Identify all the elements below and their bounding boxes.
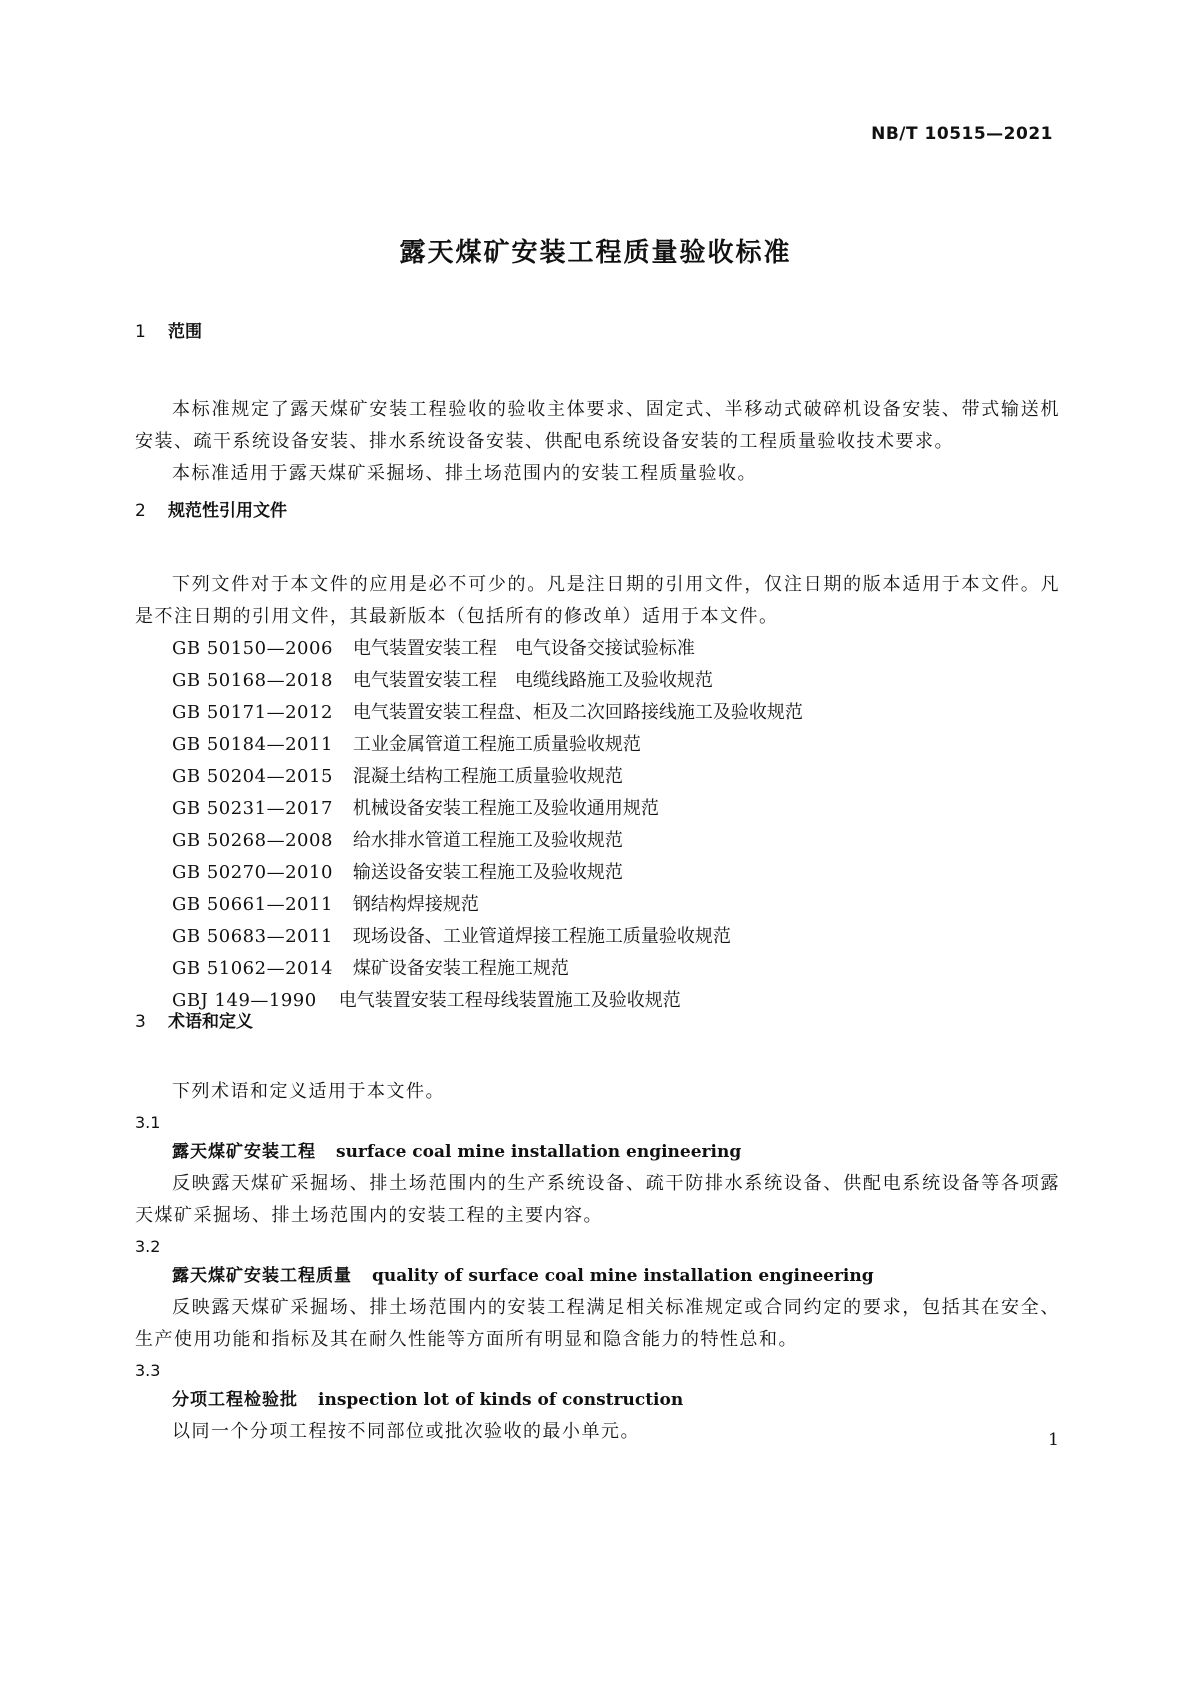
reference-item: [135, 857, 1060, 889]
reference-item: [135, 793, 1060, 825]
term-english: surface coal mine installation engineering: [336, 1142, 742, 1162]
term-chinese: 分项工程检验批: [172, 1390, 298, 1410]
reference-code: GBJ 149—1990: [172, 990, 317, 1011]
reference-title: 电气装置安装工程 电缆线路施工及验收规范: [352, 670, 713, 691]
reference-item: [135, 921, 1060, 953]
reference-title: 输送设备安装工程施工及验收规范: [352, 862, 623, 883]
term-number: 3.1: [135, 1113, 161, 1132]
reference-title: 工业金属管道工程施工质量验收规范: [352, 734, 641, 755]
term-chinese: 露天煤矿安装工程: [172, 1142, 316, 1162]
page-number: 1: [1048, 1430, 1059, 1450]
reference-code: GB 50204—2015: [172, 766, 333, 787]
section-number: 3: [135, 1012, 146, 1032]
reference-code: GB 50231—2017: [172, 798, 333, 819]
reference-title: 电气装置安装工程母线装置施工及验收规范: [338, 990, 681, 1011]
paragraph: 本标准适用于露天煤矿采掘场、排土场范围内的安装工程质量验收。: [172, 463, 757, 484]
document-title: 露天煤矿安装工程质量验收标准: [399, 238, 792, 268]
reference-item: [135, 825, 1060, 857]
section-title: 范围: [168, 322, 202, 342]
reference-title: 煤矿设备安装工程施工规范: [352, 958, 569, 979]
reference-code: GB 50150—2006: [172, 638, 333, 659]
reference-title: 电气装置安装工程 电气设备交接试验标准: [352, 638, 695, 659]
standard-code: NB/T 10515—2021: [871, 124, 1053, 144]
reference-item: [135, 761, 1060, 793]
reference-code: GB 50270—2010: [172, 862, 333, 883]
section-heading: [135, 499, 1060, 523]
reference-item: [135, 665, 1060, 697]
term-english: quality of surface coal mine installation engineering: [372, 1266, 874, 1286]
paragraph: 下列文件对于本文件的应用是必不可少的。凡是注日期的引用文件，仅注日期的版本适用于本文件。凡是不注日期的引用文件，其最新版本（包括所有的修改单）适用于本文件。: [135, 574, 1060, 627]
reference-title: 混凝土结构工程施工质量验收规范: [352, 766, 623, 787]
reference-item: [135, 697, 1060, 729]
reference-code: GB 51062—2014: [172, 958, 333, 979]
reference-title: 电气装置安装工程盘、柜及二次回路接线施工及验收规范: [352, 702, 803, 723]
section-title: 规范性引用文件: [168, 501, 287, 521]
reference-code: GB 50168—2018: [172, 670, 333, 691]
reference-item: [135, 953, 1060, 985]
reference-code: GB 50171—2012: [172, 702, 333, 723]
reference-title: 钢结构焊接规范: [352, 894, 479, 915]
term-english: inspection lot of kinds of construction: [318, 1390, 684, 1410]
term-definition: 反映露天煤矿采掘场、排土场范围内的生产系统设备、疏干防排水系统设备、供配电系统设备等各项露天煤矿采掘场、排土场范围内的安装工程的主要内容。: [135, 1173, 1060, 1226]
reference-title: 给水排水管道工程施工及验收规范: [352, 830, 623, 851]
reference-code: GB 50683—2011: [172, 926, 333, 947]
reference-code: GB 50268—2008: [172, 830, 333, 851]
section-heading: [135, 320, 1060, 344]
section-title: 术语和定义: [168, 1012, 253, 1032]
term-heading: [135, 1385, 1060, 1416]
term-heading: [135, 1137, 1060, 1168]
section-number: 1: [135, 322, 146, 342]
reference-list: [135, 633, 1060, 1017]
term-number: 3.2: [135, 1237, 161, 1256]
reference-item: [135, 633, 1060, 665]
section-heading: [135, 1010, 1060, 1034]
section-normative-references: [135, 499, 1060, 1017]
paragraph: 下列术语和定义适用于本文件。: [172, 1081, 445, 1102]
reference-item: [135, 729, 1060, 761]
section-number: 2: [135, 501, 146, 521]
reference-title: 机械设备安装工程施工及验收通用规范: [352, 798, 659, 819]
term-chinese: 露天煤矿安装工程质量: [172, 1266, 352, 1286]
paragraph: 本标准规定了露天煤矿安装工程验收的验收主体要求、固定式、半移动式破碎机设备安装、带式输送机安装、疏干系统设备安装、排水系统设备安装、供配电系统设备安装的工程质量验收技术要求。: [135, 399, 1060, 452]
reference-item: [135, 889, 1060, 921]
term-heading: [135, 1261, 1060, 1292]
section-scope: [135, 320, 1060, 490]
term-number: 3.3: [135, 1361, 161, 1380]
reference-code: GB 50661—2011: [172, 894, 333, 915]
term-definition: 反映露天煤矿采掘场、排土场范围内的安装工程满足相关标准规定或合同约定的要求，包括其在安全、生产使用功能和指标及其在耐久性能等方面所有明显和隐含能力的特性总和。: [135, 1297, 1060, 1350]
reference-code: GB 50184—2011: [172, 734, 333, 755]
section-terms-definitions: [135, 1010, 1060, 1448]
term-definition: 以同一个分项工程按不同部位或批次验收的最小单元。: [172, 1421, 640, 1442]
reference-title: 现场设备、工业管道焊接工程施工质量验收规范: [352, 926, 731, 947]
